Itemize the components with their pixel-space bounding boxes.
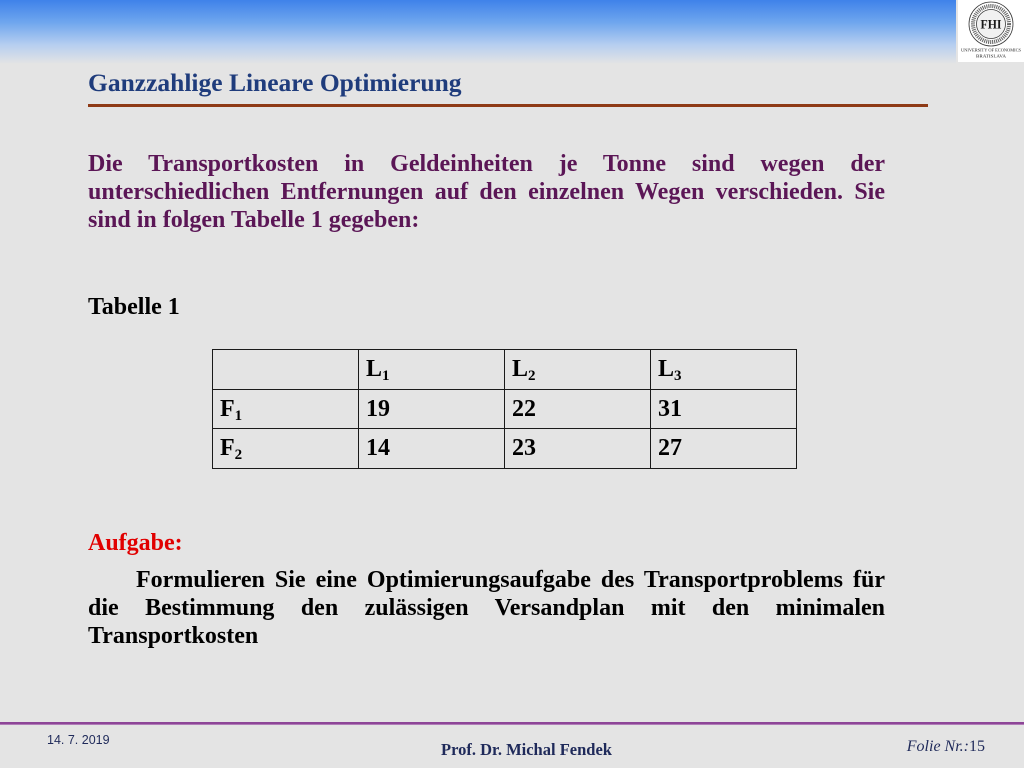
row-letter: F bbox=[220, 395, 235, 422]
column-header-l3 bbox=[651, 350, 797, 390]
table-cell: 19 bbox=[359, 389, 505, 429]
column-letter: L bbox=[366, 356, 383, 383]
column-index: 1 bbox=[382, 368, 390, 385]
university-seal-icon bbox=[958, 0, 1024, 62]
table-cell: 27 bbox=[651, 429, 797, 469]
column-header-l2 bbox=[505, 350, 651, 390]
logo-university-name: UNIVERSITY OF ECONOMICS bbox=[961, 47, 1022, 53]
footer-divider bbox=[0, 722, 1024, 725]
column-letter: L bbox=[658, 356, 675, 383]
footer-author: Prof. Dr. Michal Fendek bbox=[441, 740, 612, 759]
title-underline bbox=[88, 104, 928, 107]
logo-city-name: BRATISLAVA bbox=[976, 53, 1007, 59]
slide-number-value: 15 bbox=[969, 738, 985, 755]
task-heading: Aufgabe: bbox=[88, 530, 183, 556]
column-letter: L bbox=[512, 356, 529, 383]
column-index: 3 bbox=[674, 368, 682, 385]
table-corner-cell bbox=[213, 350, 359, 390]
university-logo bbox=[958, 0, 1024, 62]
table-cell: 14 bbox=[359, 429, 505, 469]
table-cell: 31 bbox=[651, 389, 797, 429]
header-banner bbox=[0, 0, 956, 64]
table-row bbox=[213, 429, 797, 469]
row-header-f1 bbox=[213, 389, 359, 429]
table-cell: 23 bbox=[505, 429, 651, 469]
column-index: 2 bbox=[528, 368, 536, 385]
table-cell: 22 bbox=[505, 389, 651, 429]
slide-number bbox=[907, 738, 985, 756]
table-caption: Tabelle 1 bbox=[88, 294, 180, 320]
seal-monogram: FHI bbox=[980, 17, 1002, 32]
column-header-l1 bbox=[359, 350, 505, 390]
slide-number-label: Folie Nr.: bbox=[906, 738, 969, 755]
intro-paragraph: Die Transportkosten in Geldeinheiten je Tonne sind wegen der unterschiedlichen Entfernungen auf den einzelnen Wegen verschieden. Sie sind in folgen Tabelle 1 gegeben: bbox=[88, 151, 885, 233]
row-letter: F bbox=[220, 435, 235, 462]
row-index: 2 bbox=[234, 447, 243, 464]
row-index: 1 bbox=[234, 407, 243, 424]
task-paragraph: Formulieren Sie eine Optimierungsaufgabe des Transportproblems für die Bestimmung den zulässigen Versandplan mit den minimalen Transportkosten bbox=[88, 567, 885, 649]
transport-cost-table bbox=[212, 349, 797, 469]
table-row bbox=[213, 389, 797, 429]
footer-date: 14. 7. 2019 bbox=[47, 733, 110, 747]
row-header-f2 bbox=[213, 429, 359, 469]
slide-title: Ganzzahlige Lineare Optimierung bbox=[88, 68, 462, 97]
table-header-row bbox=[213, 350, 797, 390]
